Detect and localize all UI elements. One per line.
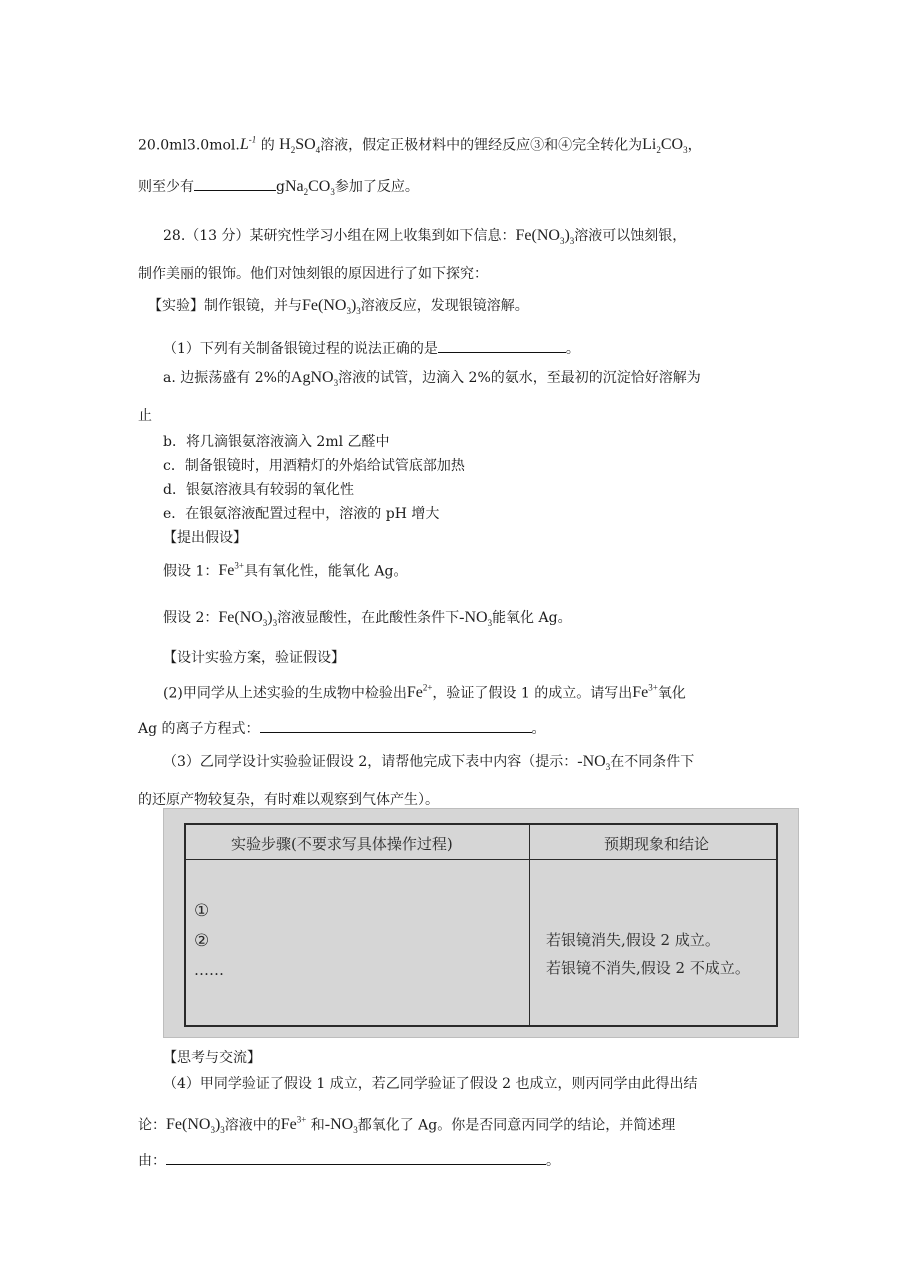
table-frame bbox=[184, 823, 778, 1027]
text-line-2: 则至少有 $gNa_2CO_3$参加了反应。 bbox=[138, 178, 419, 198]
formula-li2co3: $Li_2CO_3$ bbox=[642, 136, 688, 156]
answer-blank-q2[interactable] bbox=[260, 718, 532, 733]
option-b: b．将几滴银氨溶液滴入 2ml 乙醛中 bbox=[163, 434, 390, 450]
formula-h2so4: $H_2SO_4$ bbox=[279, 136, 321, 156]
text-line-4: 制作美丽的银饰。他们对蚀刻银的原因进行了如下探究： bbox=[138, 266, 488, 282]
table-step-1: ① bbox=[194, 901, 210, 921]
answer-blank-q4[interactable] bbox=[166, 1150, 546, 1165]
question-2: (2)甲同学从上述实验的生成物中检验出$Fe^{2+}$，验证了假设 1 的成立。请写出$Fe^{3+}$氧化 bbox=[163, 683, 686, 702]
hypothesis-1: 假设 1：$Fe^{3+}$具有氧化性，能氧化 Ag。 bbox=[163, 561, 408, 580]
formula-L-inverse: $L^{-1}$ bbox=[239, 135, 257, 154]
table-header-results: 预期现象和结论 bbox=[604, 835, 710, 853]
table-header-steps: 实验步骤(不要求写具体操作过程) bbox=[231, 835, 453, 853]
question-4-cont: 论：$Fe(NO_3)_3$溶液中的$Fe^{3+}$ 和$-NO_3$都氧化了 Ag。你是否同意丙同学的结论，并简述理 bbox=[138, 1115, 676, 1136]
formula-fe-no3-3: $Fe(NO_3)_3$ bbox=[166, 1116, 225, 1136]
section-hypothesis: 【提出假设】 bbox=[163, 530, 247, 546]
option-c: c．制备银镜时，用酒精灯的外焰给试管底部加热 bbox=[163, 458, 465, 474]
answer-blank-q1[interactable] bbox=[438, 338, 566, 353]
question-1: （1）下列有关制备银镜过程的说法正确的是 。 bbox=[163, 338, 580, 359]
formula-fe3: $Fe^{3+}$ bbox=[280, 1115, 307, 1134]
table-step-2: ② bbox=[194, 931, 210, 951]
question-3: （3）乙同学设计实验验证假设 2，请帮他完成下表中内容（提示：$-NO_3$在不同条件下 bbox=[163, 753, 695, 773]
hypothesis-2: 假设 2：$Fe(NO_3)_3$溶液显酸性，在此酸性条件下$-NO_3$能氧化 Ag。 bbox=[163, 609, 572, 629]
table-column-divider bbox=[529, 825, 530, 1025]
table-step-3: …… bbox=[194, 961, 224, 979]
formula-no3-minus: $-NO_3$ bbox=[459, 609, 493, 629]
option-a: a. 边振荡盛有 2%的AgNO$_3$溶液的试管，边滴入 2%的氨水，至最初的沉淀恰好溶解为 bbox=[163, 369, 701, 389]
section-design: 【设计实验方案，验证假设】 bbox=[163, 650, 345, 666]
formula-fe3: $Fe^{3+}$ bbox=[632, 683, 658, 702]
section-think: 【思考与交流】 bbox=[163, 1050, 261, 1066]
formula-no3-minus: $-NO_3$ bbox=[324, 1116, 358, 1136]
formula-fe-no3-3: $Fe(NO_3)_3$ bbox=[218, 609, 278, 629]
formula-fe-no3-3: $Fe(NO_3)_3$ bbox=[302, 297, 361, 317]
option-d: d．银氨溶液具有较弱的氧化性 bbox=[163, 482, 354, 498]
formula-fe-no3-3: $Fe(NO_3)_3$ bbox=[515, 227, 575, 247]
question-4: （4）甲同学验证了假设 1 成立，若乙同学验证了假设 2 也成立，则丙同学由此得出结 bbox=[163, 1076, 698, 1092]
answer-blank-na2co3[interactable] bbox=[194, 176, 276, 191]
formula-fe2: $Fe^{2+}$ bbox=[406, 683, 433, 702]
question-28: 28.（13 分）某研究性学习小组在网上收集到如下信息：$Fe(NO_3)_3$溶液可以蚀刻银， bbox=[163, 227, 687, 247]
formula-no3-minus: $-NO_3$ bbox=[577, 753, 611, 773]
formula-na2co3: $Na_2CO_3$ bbox=[284, 178, 335, 198]
formula-fe3: $Fe^{3+}$ bbox=[218, 561, 244, 580]
table-result-2: 若银镜不消失,假设 2 不成立。 bbox=[546, 959, 750, 977]
formula-agno3: AgNO$_3$ bbox=[290, 369, 339, 389]
table-result-1: 若银镜消失,假设 2 成立。 bbox=[546, 931, 720, 949]
table-header-divider bbox=[186, 859, 776, 860]
question-2-cont: Ag 的离子方程式： 。 bbox=[138, 718, 546, 739]
question-3-cont: 的还原产物较复杂，有时难以观察到气体产生）。 bbox=[138, 792, 439, 808]
option-a-cont: 止 bbox=[138, 408, 152, 424]
text-line-1: $20.0ml3.0mol.L^{-1}$ 的 $H_2SO_4$溶液，假定正极材料中的锂经反应③和④完全转化为$Li_2CO_3$， bbox=[138, 135, 702, 156]
experiment-table bbox=[163, 808, 799, 1038]
option-e: e．在银氨溶液配置过程中，溶液的 pH 增大 bbox=[163, 506, 440, 522]
experiment-line: 【实验】制作银镜，并与$Fe(NO_3)_3$溶液反应，发现银镜溶解。 bbox=[148, 297, 529, 317]
question-4-reason: 由： 。 bbox=[138, 1150, 560, 1171]
